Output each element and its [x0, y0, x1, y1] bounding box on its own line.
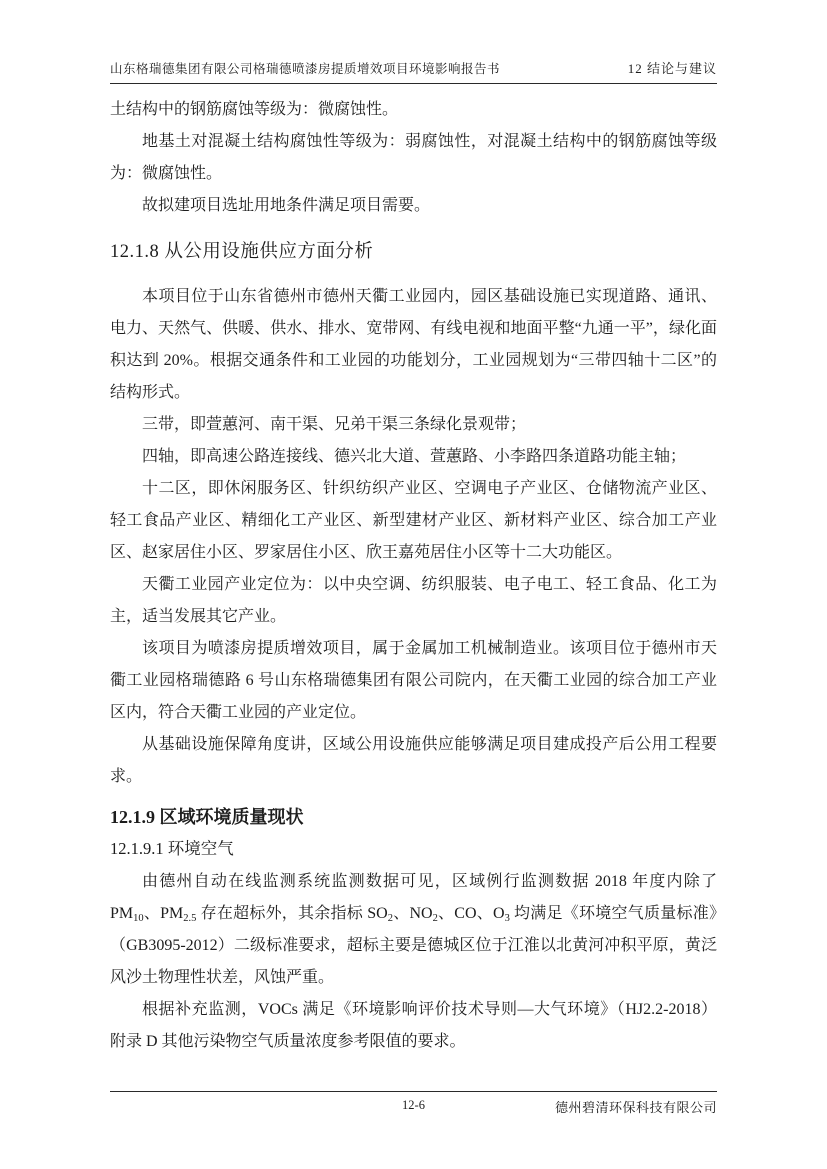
- body-paragraph: [110, 441, 717, 473]
- text-run: 存在超标外，其余指标 SO: [196, 905, 388, 922]
- body-paragraph: [110, 473, 717, 569]
- section-heading: [110, 237, 717, 267]
- body-paragraph: [110, 866, 717, 994]
- text-run: 本项目位于山东省德州市德州天衢工业园内，园区基础设施已实现道路、通讯、电力、天然气、供暖、供水、排水、宽带网、有线电视和地面平整“九通一平”，绿化面积达到 20%。根据交通条件和工业园的功能划分，工业园规划为“三带四轴十二区”的结构形式。: [110, 288, 717, 401]
- text-run: 12.1.9 区域环境质量现状: [110, 807, 304, 827]
- page-header: [110, 58, 717, 84]
- subscript-text: 3: [504, 913, 510, 924]
- text-run: 土结构中的钢筋腐蚀等级为：微腐蚀性。: [110, 101, 399, 118]
- text-run: 故拟建项目选址用地条件满足项目需要。: [142, 197, 431, 214]
- sub-section-heading: [110, 834, 717, 864]
- text-run: 天衢工业园产业定位为：以中央空调、纺织服装、电子电工、轻工食品、化工为主，适当发展其它产业。: [110, 576, 717, 625]
- text-run: 、NO: [392, 905, 433, 922]
- subscript-text: 2: [387, 913, 393, 924]
- footer-company-name: 德州碧清环保科技有限公司: [554, 1100, 717, 1115]
- page-footer: [110, 1091, 717, 1119]
- text-run: 十二区，即休闲服务区、针织纺织产业区、空调电子产业区、仓储物流产业区、轻工食品产业区、精细化工产业区、新型建材产业区、新材料产业区、综合加工产业区、赵家居住小区、罗家居住小区、欣王嘉苑居住小区等十二大功能区。: [110, 480, 717, 561]
- header-chapter-label: 12 结论与建议: [627, 61, 717, 76]
- body-paragraph: [110, 281, 717, 409]
- document-body: [110, 94, 717, 1058]
- body-paragraph: [110, 729, 717, 793]
- body-paragraph: [110, 409, 717, 441]
- text-run: 12.1.8 从公用设施供应方面分析: [110, 242, 374, 262]
- subscript-text: 2: [432, 913, 438, 924]
- body-paragraph: [110, 126, 717, 190]
- text-run: 由德州自动在线监测系统监测数据可见，区域例行监测数据 2018 年度内除了PM: [110, 873, 717, 922]
- text-run: 、CO、O: [437, 905, 505, 922]
- text-run: 四轴，即高速公路连接线、德兴北大道、萱蕙路、小李路四条道路功能主轴；: [142, 448, 687, 465]
- section-heading-bold: [110, 802, 717, 832]
- body-paragraph: [110, 190, 717, 222]
- body-paragraph: [110, 569, 717, 633]
- subscript-text: 2.5: [183, 913, 197, 924]
- text-run: 三带，即萱蕙河、南干渠、兄弟干渠三条绿化景观带；: [142, 416, 527, 433]
- header-report-title: 山东格瑞德集团有限公司格瑞德喷漆房提质增效项目环境影响报告书: [110, 62, 501, 76]
- text-run: 根据补充监测，VOCs 满足《环境影响评价技术导则—大气环境》（HJ2.2-2018）附录 D 其他污染物空气质量浓度参考限值的要求。: [110, 1001, 717, 1050]
- body-paragraph: [110, 994, 717, 1058]
- page-number: 12-6: [402, 1098, 425, 1112]
- text-run: 、PM: [143, 905, 184, 922]
- body-paragraph: [110, 633, 717, 729]
- text-run: 地基土对混凝土结构腐蚀性等级为：弱腐蚀性，对混凝土结构中的钢筋腐蚀等级为：微腐蚀性。: [110, 133, 717, 182]
- text-run: 该项目为喷漆房提质增效项目，属于金属加工机械制造业。该项目位于德州市天衢工业园格瑞德路 6 号山东格瑞德集团有限公司院内，在天衢工业园的综合加工产业区内，符合天衢工业园的产业定位。: [110, 640, 717, 721]
- text-run: 均满足《环境空气质量标准》（GB3095-2012）二级标准要求，超标主要是德城区位于江淮以北黄河冲积平原，黄泛风沙土物理性状差，风蚀严重。: [110, 905, 717, 986]
- text-run: 12.1.9.1 环境空气: [110, 839, 234, 858]
- text-run: 从基础设施保障角度讲，区域公用设施供应能够满足项目建成投产后公用工程要求。: [110, 736, 717, 785]
- subscript-text: 10: [133, 913, 144, 924]
- body-paragraph: [110, 94, 717, 126]
